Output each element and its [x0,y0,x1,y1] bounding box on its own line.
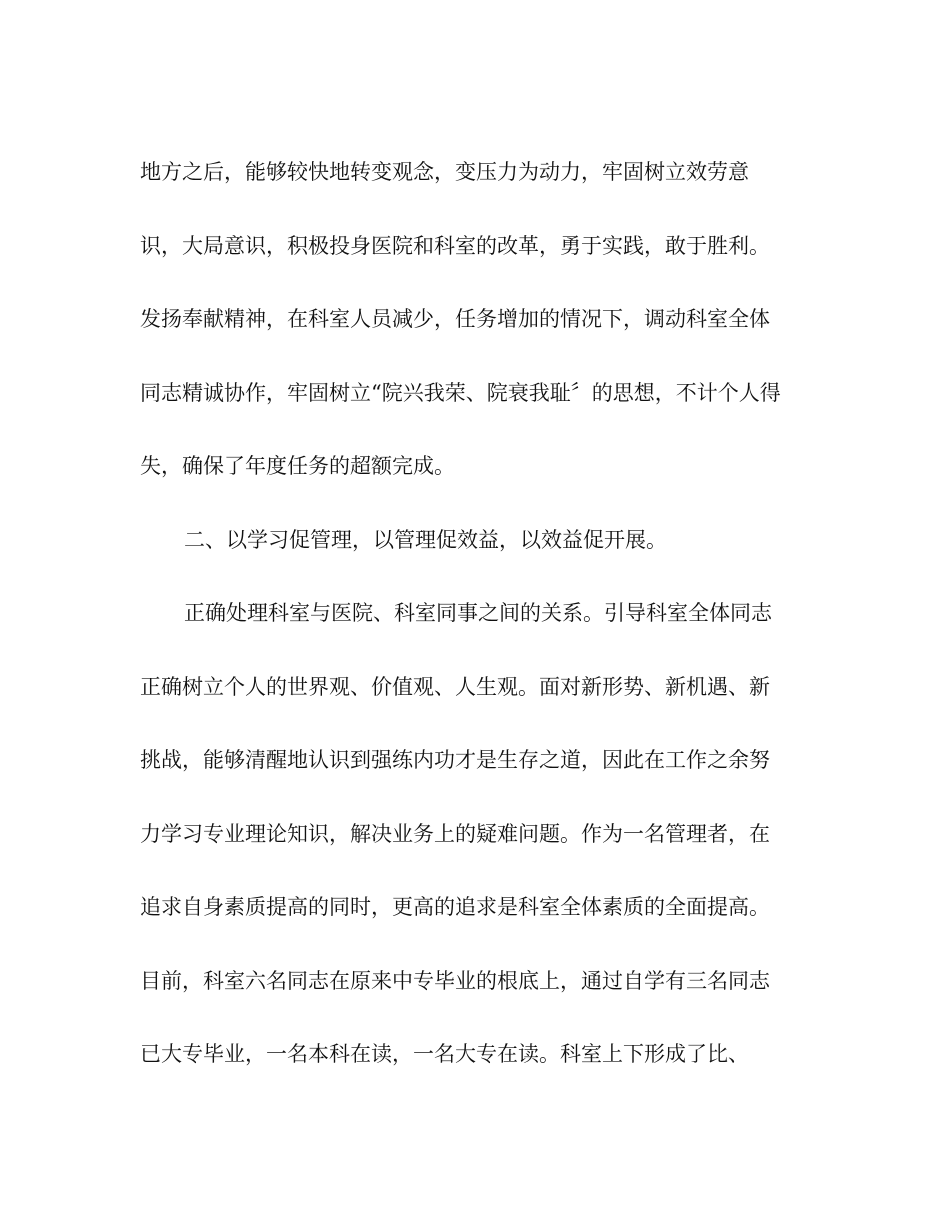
text-line: 追求自身素质提高的同时，更高的追求是科室全体素质的全面提高。 [140,895,770,919]
text-line: 同志精诚协作，牢固树立“院兴我荣、院衰我耻〞的思想，不计个人得 [140,380,781,405]
text-line: 挑战，能够清醒地认识到强练内功才是生存之道，因此在工作之余努 [140,748,770,772]
text-line: 正确树立个人的世界观、价值观、人生观。面对新形势、新机遇、新 [140,674,770,699]
text-line: 已大专毕业，一名本科在读，一名大专在读。科室上下形成了比、 [140,1042,749,1066]
text-line: 地方之后，能够较快地转变观念，变压力为动力，牢固树立效劳意 [140,160,749,184]
paragraph-start-line: 正确处理科室与医院、科室同事之间的关系。引导科室全体同志 [184,601,772,625]
section-heading: 二、以学习促管理，以管理促效益，以效益促开展。 [184,527,667,552]
body-text [140,136,810,1092]
text-line: 力学习专业理论知识，解决业务上的疑难问题。作为一名管理者，在 [140,821,770,846]
text-line: 识，大局意识，积极投身医院和科室的改革，勇于实践，敢于胜利。 [140,233,770,258]
text-line: 发扬奉献精神，在科室人员减少，任务增加的情况下，调动科室全体 [140,307,770,331]
text-line: 失，确保了年度任务的超额完成。 [140,454,455,478]
text-line: 目前，科室六名同志在原来中专毕业的根底上，通过自学有三名同志 [140,968,770,993]
